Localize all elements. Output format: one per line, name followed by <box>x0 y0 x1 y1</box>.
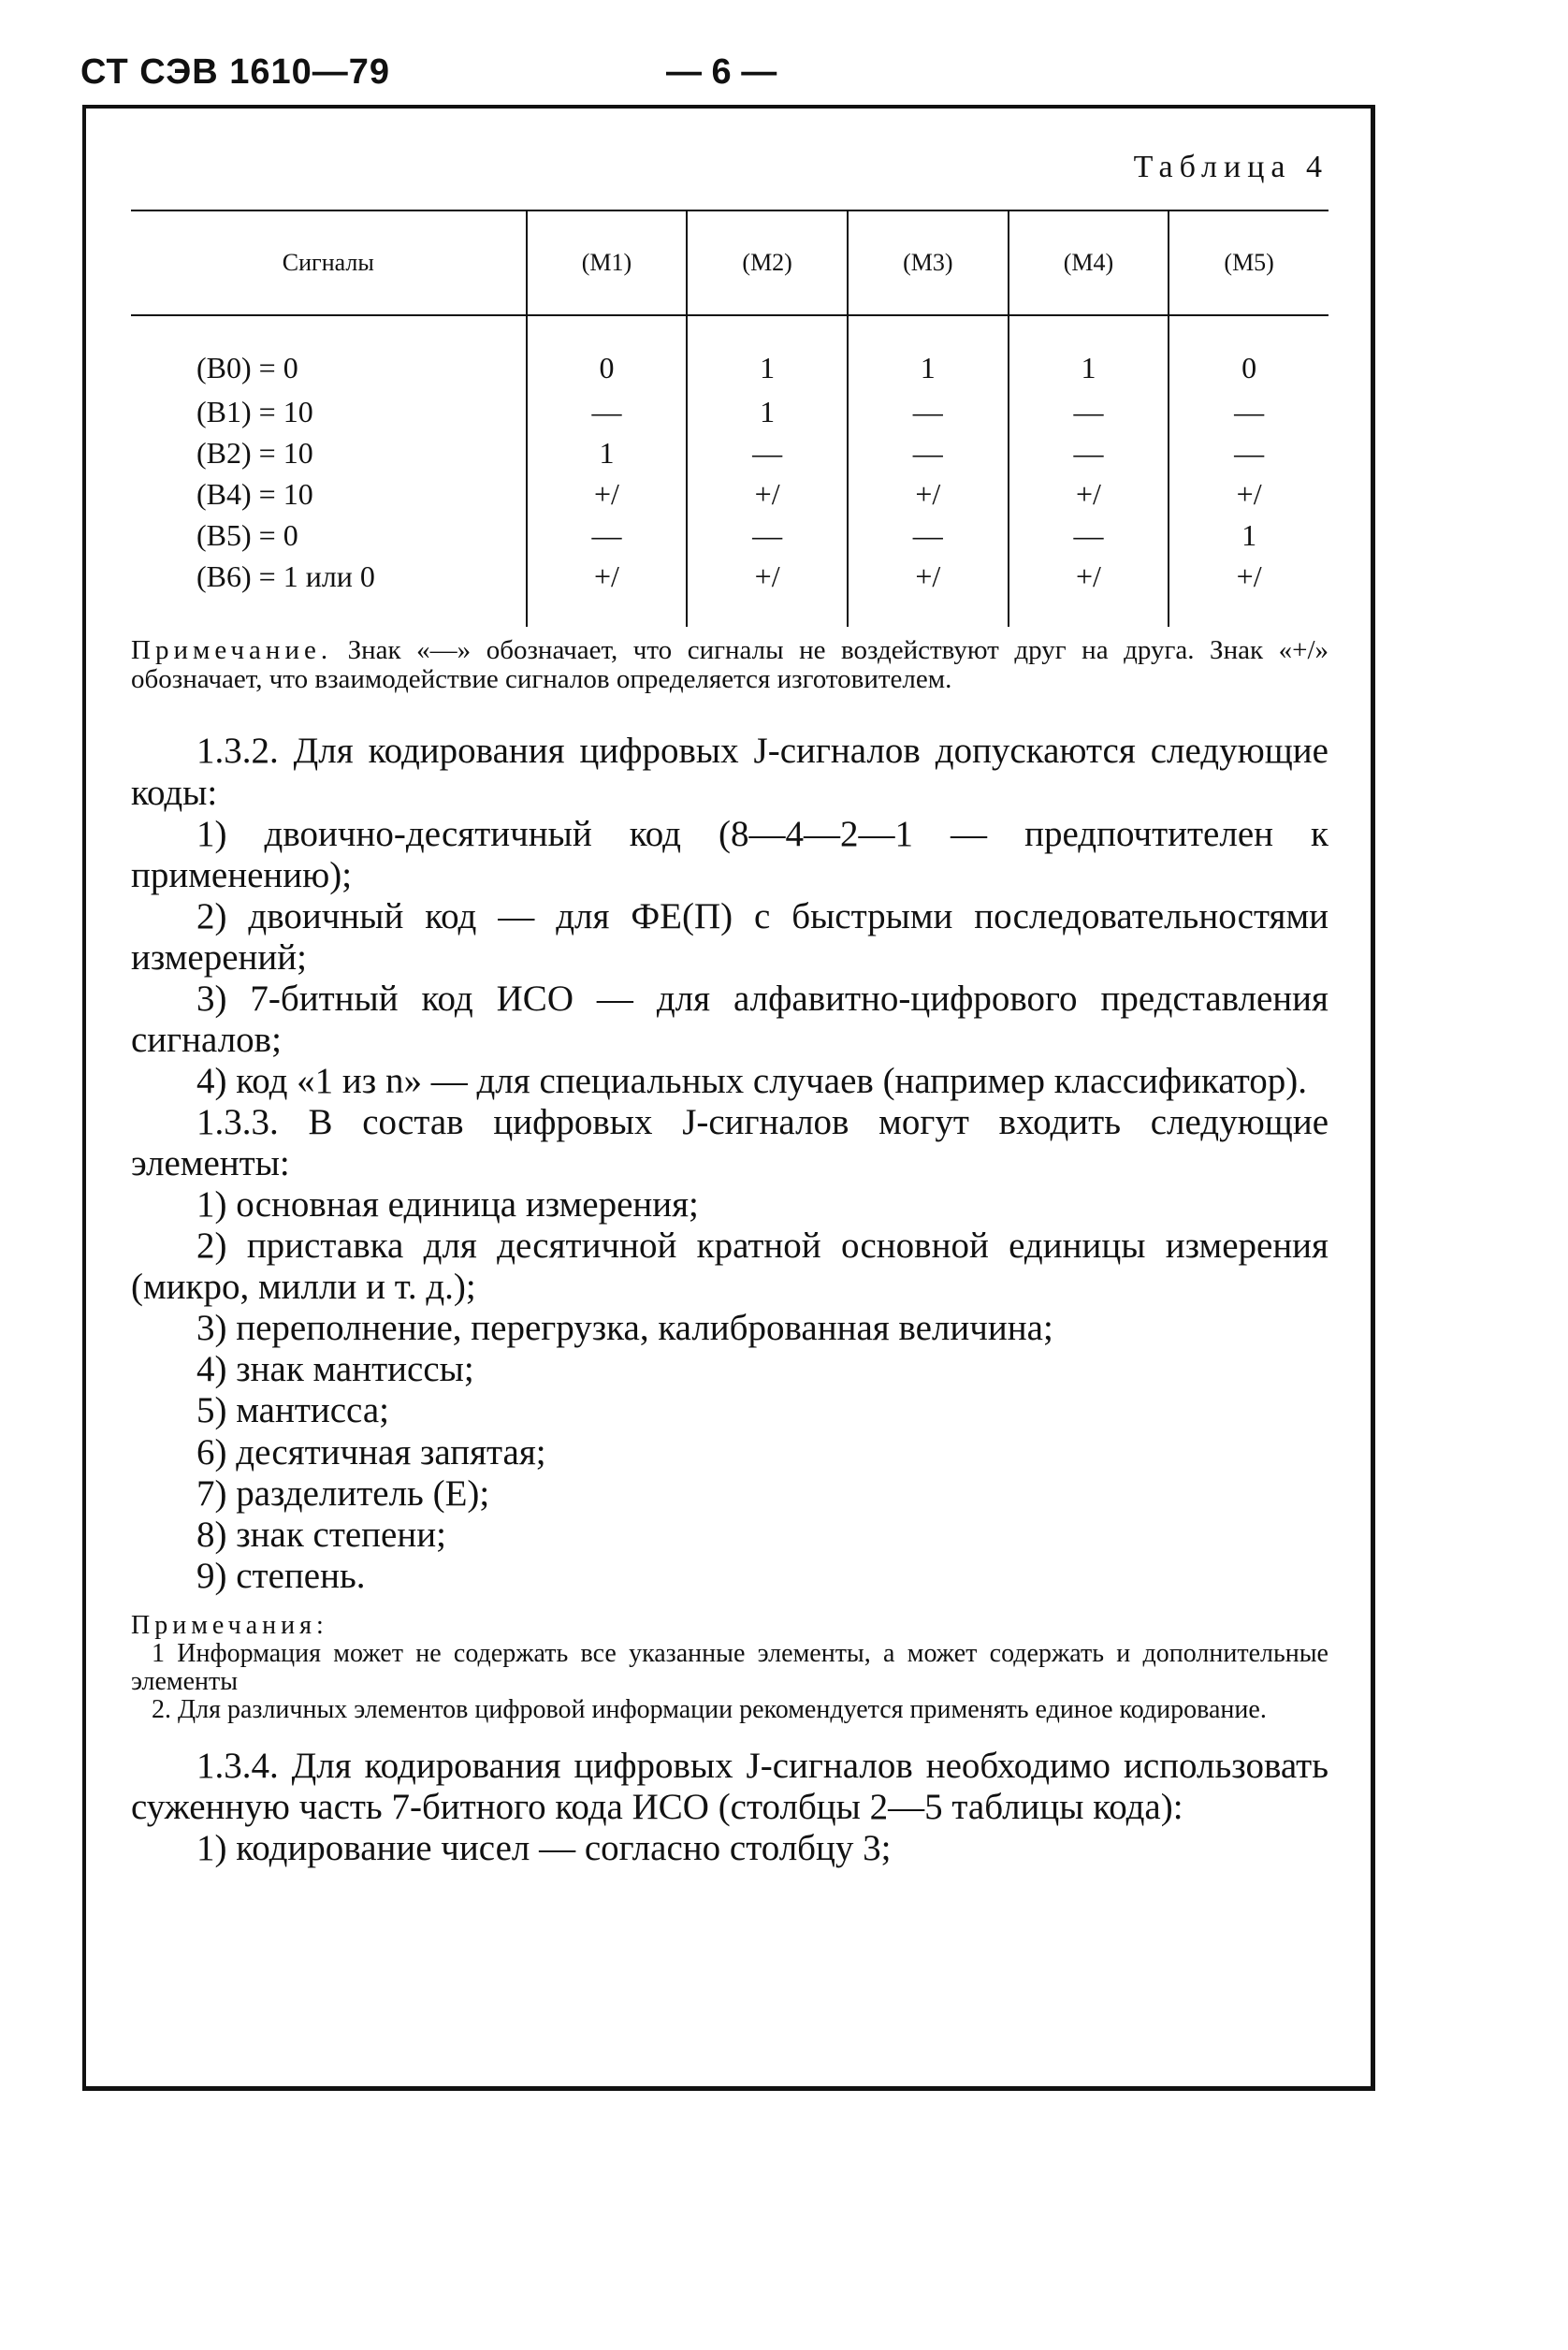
column-header: (М3) <box>848 210 1009 315</box>
list-item: 7) разделитель (Е); <box>196 1472 490 1514</box>
table-cell: — <box>848 432 1009 473</box>
table-cell: — <box>848 391 1009 432</box>
table-cell: 0 <box>527 315 688 391</box>
table-header-row <box>131 210 1328 315</box>
table-cell: +/ <box>687 473 848 515</box>
table-cell: +/ <box>848 556 1009 627</box>
list-item: 8) знак степени; <box>196 1514 446 1555</box>
list-item: 1) основная единица измерения; <box>196 1184 699 1226</box>
list-item: 4) код «1 из n» — для специальных случаев (например классификатор). <box>196 1060 1307 1101</box>
table-cell: — <box>527 391 688 432</box>
table-cell: — <box>687 432 848 473</box>
table-note <box>131 636 1328 693</box>
table-cell: +/ <box>1009 473 1169 515</box>
list-item: 5) мантисса; <box>196 1390 389 1431</box>
column-header: (М5) <box>1169 210 1328 315</box>
standard-code: СТ СЭВ 1610—79 <box>80 52 391 92</box>
table-cell: 1 <box>687 391 848 432</box>
table-cell: 1 <box>848 315 1009 391</box>
frame-top-rule <box>82 105 1375 109</box>
column-header: Сигналы <box>131 210 527 315</box>
note-item: 1 Информация может не содержать все указанные элементы, а может содержать и дополнительные элементы <box>131 1639 1328 1697</box>
table-cell: — <box>1009 391 1169 432</box>
notes <box>131 1612 1328 1725</box>
signals-table <box>131 210 1328 627</box>
table-cell: (В4) = 10 <box>196 476 313 511</box>
table-cell: — <box>1009 432 1169 473</box>
table-cell: +/ <box>1009 556 1169 627</box>
list-item: 2) двоичный код — для ФЕ(П) с быстрыми последовательностями измерений; <box>131 895 1328 978</box>
table-cell: (В0) = 0 <box>196 350 298 384</box>
notes-label: Примечания: <box>131 1610 328 1640</box>
list-item: 4) знак мантиссы; <box>196 1349 474 1390</box>
frame-left-rule <box>82 109 86 2090</box>
paragraph: 1.3.4. Для кодирования цифровых J-сигналов необходимо использовать суженную часть 7-битного кода ИСО (столбцы 2—5 таблицы кода): <box>131 1745 1328 1827</box>
list-item: 3) 7-битный код ИСО — для алфавитно-цифрового представления сигналов; <box>131 978 1328 1060</box>
page-content <box>131 140 1328 1869</box>
table-row <box>131 515 1328 556</box>
table-cell: 1 <box>687 315 848 391</box>
note-item: 2. Для различных элементов цифровой информации рекомендуется применять единое кодирование. <box>152 1695 1267 1725</box>
table-cell: — <box>1169 432 1328 473</box>
table-cell: +/ <box>527 556 688 627</box>
table-cell: +/ <box>1169 556 1328 627</box>
page-number: — 6 — <box>666 52 777 92</box>
table-cell: — <box>687 515 848 556</box>
table-cell: +/ <box>848 473 1009 515</box>
list-item: 9) степень. <box>196 1555 366 1596</box>
table-cell: 1 <box>527 432 688 473</box>
table-cell: — <box>848 515 1009 556</box>
table-cell: — <box>1169 391 1328 432</box>
table-cell: (В1) = 10 <box>196 394 313 428</box>
table-cell: — <box>527 515 688 556</box>
table-cell: +/ <box>1169 473 1328 515</box>
frame-right-rule <box>1371 109 1375 2090</box>
table-note-text: Знак «—» обозначает, что сигналы не воздействуют друг на друга. Знак «+/» обозначает, что взаимодействие сигналов определяется изготовителем. <box>131 635 1328 694</box>
table-row <box>131 473 1328 515</box>
table-cell: 1 <box>1169 515 1328 556</box>
column-header: (М2) <box>687 210 848 315</box>
frame-bottom-rule <box>82 2086 1375 2091</box>
column-header: (М4) <box>1009 210 1169 315</box>
table-cell: (В5) = 0 <box>196 517 298 552</box>
table-cell: (В2) = 10 <box>196 435 313 470</box>
table-cell: — <box>1009 515 1169 556</box>
table-cell: +/ <box>527 473 688 515</box>
table-cell: 0 <box>1169 315 1328 391</box>
paragraph: 1.3.2. Для кодирования цифровых J-сигналов допускаются следующие коды: <box>131 731 1328 813</box>
section-1-3-2 <box>131 731 1328 1102</box>
table-note-label: Примечание. <box>131 635 333 665</box>
list-item: 3) переполнение, перегрузка, калиброванная величина; <box>196 1308 1053 1349</box>
column-header: (М1) <box>527 210 688 315</box>
list-item: 2) приставка для десятичной кратной основной единицы измерения (микро, милли и т. д.); <box>131 1226 1328 1308</box>
table-row <box>131 315 1328 391</box>
section-1-3-4 <box>131 1746 1328 1869</box>
list-item: 6) десятичная запятая; <box>196 1431 546 1472</box>
table-row <box>131 556 1328 627</box>
table-row <box>131 391 1328 432</box>
table-cell: (В6) = 1 или 0 <box>196 558 375 593</box>
table-cell: +/ <box>687 556 848 627</box>
section-1-3-3 <box>131 1102 1328 1597</box>
list-item: 1) кодирование чисел — согласно столбцу 3; <box>196 1827 892 1868</box>
table-row <box>131 432 1328 473</box>
paragraph: 1.3.3. В состав цифровых J-сигналов могут входить следующие элементы: <box>131 1102 1328 1184</box>
table-cell: 1 <box>1009 315 1169 391</box>
list-item: 1) двоично-десятичный код (8—4—2—1 — предпочтителен к применению); <box>131 813 1328 895</box>
table-title: Таблица 4 <box>1133 150 1328 184</box>
